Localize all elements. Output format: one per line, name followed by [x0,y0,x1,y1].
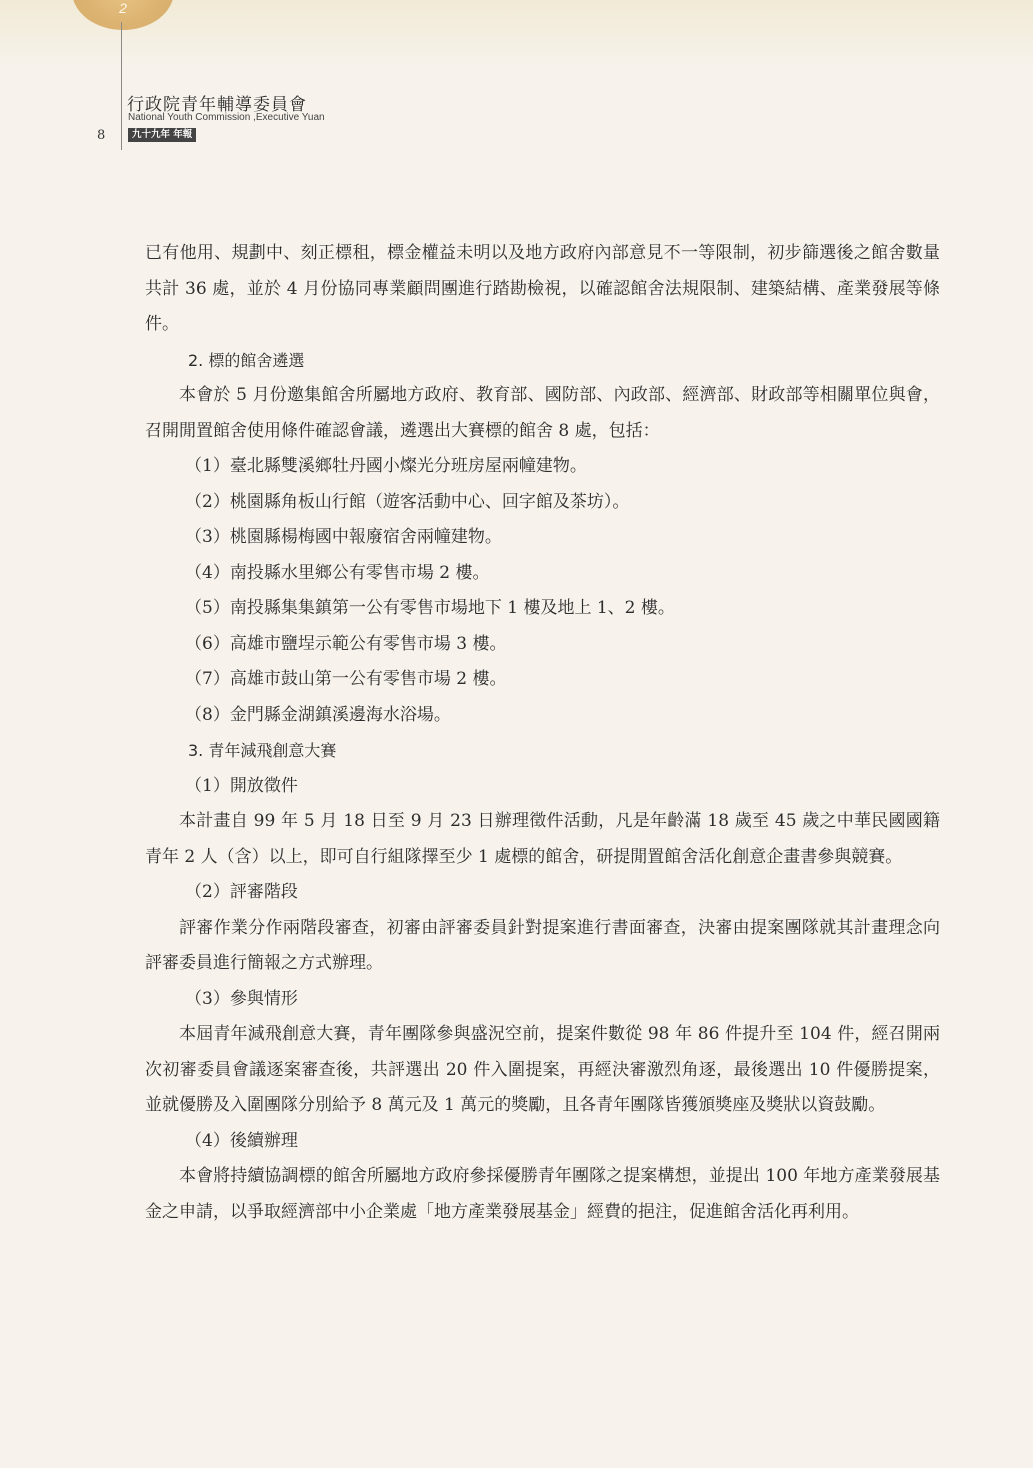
subsection-title-call-for-entries: （1）開放徵件 [185,775,298,796]
site-list-item: （2）桃園縣角板山行館（遊客活動中心、回字館及茶坊）。 [185,491,630,512]
site-list-item: （8）金門縣金湖鎮溪邊海水浴場。 [185,704,451,725]
site-list-item: （4）南投縣水里鄉公有零售市場 2 樓。 [185,562,490,583]
site-list-item: （3）桃園縣楊梅國中報廢宿舍兩幢建物。 [185,527,502,547]
site-list-item: （5）南投縣集集鎮第一公有零售市場地下 1 樓及地上 1、2 樓。 [185,598,675,618]
review-paragraph: 評審作業分作兩階段審查，初審由評審委員針對提案進行書面審查，決審由提案團隊就其計畫理念向評審委員進行簡報之方式辦理。 [145,917,940,973]
site-list-item: （7）高雄市鼓山第一公有零售市場 2 樓。 [185,669,507,689]
subsection-title-participation: （3）參與情形 [185,988,298,1009]
intro-paragraph: 已有他用、規劃中、刻正標租，標金權益未明以及地方政府內部意見不一等限制，初步篩選後之館舍數量共計 36 處，並於 4 月份協同專業顧問團進行踏勘檢視，以確認館舍法規限制、建築結構、產業發展等條件。 [145,243,940,334]
header-divider-line [121,22,122,150]
subsection-title-review: （2）評審階段 [185,882,298,902]
follow-up-paragraph: 本會將持續協調標的館舍所屬地方政府參採優勝青年團隊之提案構想，並提出 100 年地方產業發展基金之申請，以爭取經濟部中小企業處「地方產業發展基金」經費的挹注，促進館舍活化再利用。 [145,1166,940,1222]
organization-title: 行政院青年輔導委員會 [127,95,307,115]
organization-subtitle: National Youth Commission ,Executive Yuan [128,112,325,123]
section-heading-site-selection: 2. 標的館舍遴選 [188,350,305,370]
document-body [145,236,940,1230]
chapter-tab-number: 2 [119,0,127,16]
page-number: 8 [97,128,106,143]
section-heading-competition: 3. 青年減飛創意大賽 [188,741,337,760]
annual-report-badge: 九十九年 年報 [128,128,196,142]
site-selection-paragraph: 本會於 5 月份邀集館舍所屬地方政府、教育部、國防部、內政部、經濟部、財政部等相關單位與會，召開閒置館舍使用條件確認會議，遴選出大賽標的館舍 8 處，包括： [145,385,940,441]
site-list-item: （1）臺北縣雙溪鄉牡丹國小燦光分班房屋兩幢建物。 [185,456,587,476]
call-for-entries-paragraph: 本計畫自 99 年 5 月 18 日至 9 月 23 日辦理徵件活動，凡是年齡滿 18 歲至 45 歲之中華民國國籍青年 2 人（含）以上，即可自行組隊擇至少 1 處標的館舍，研提閒置館舍活化創意企畫書參與競賽。 [145,811,940,867]
participation-paragraph: 本屆青年減飛創意大賽，青年團隊參與盛況空前，提案件數從 98 年 86 件提升至 104 件，經召開兩次初審委員會議逐案審查後，共評選出 20 件入圍提案，再經決審激烈角逐，最後選出 10 件優勝提案，並就優勝及入圍團隊分別給予 8 萬元及 1 萬元的獎勵，且各青年團隊皆獲頒獎座及獎狀以資鼓勵。 [145,1024,940,1115]
site-list-item: （6）高雄市鹽埕示範公有零售市場 3 樓。 [185,633,507,654]
subsection-title-follow-up: （4）後續辦理 [185,1130,298,1151]
